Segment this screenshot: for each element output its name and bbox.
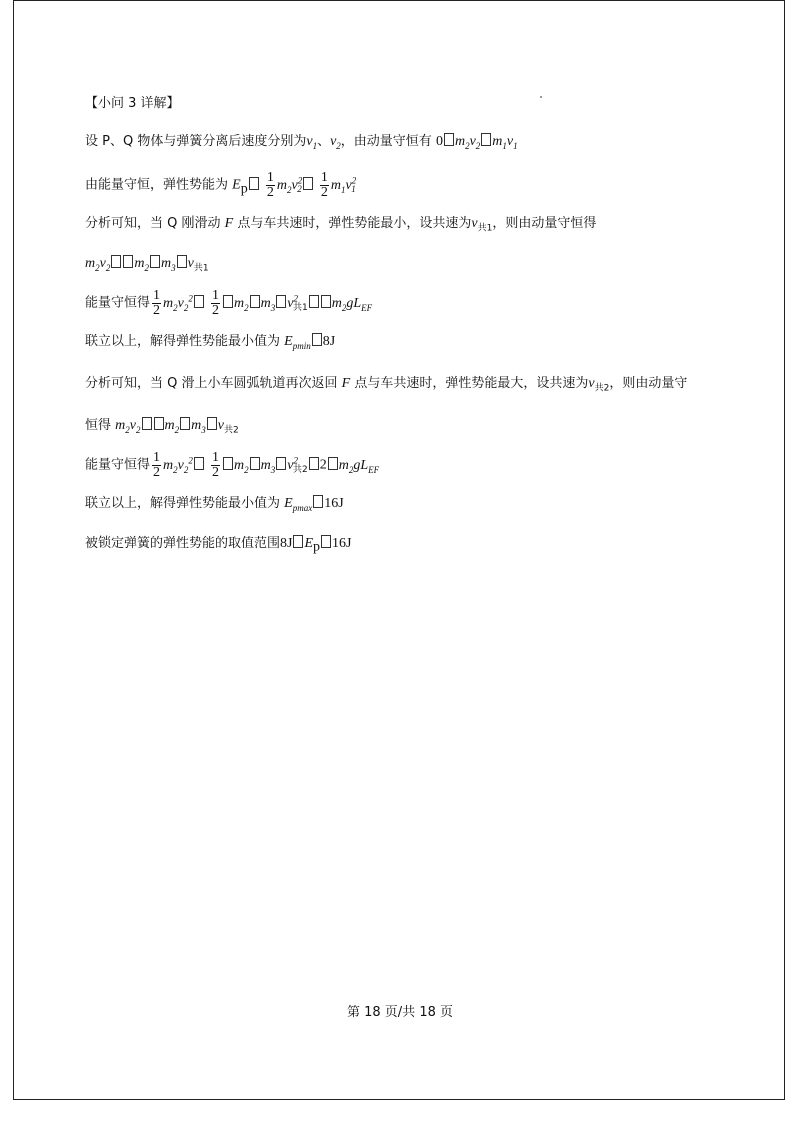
line-momentum: 设 P、Q 物体与弹簧分离后速度分别为$v_1$、$v_2$，由动量守恒有 0 $m_2v_2$ $m_1v_1$	[85, 134, 518, 151]
line-momentum-min: $m_2v_2$ $m_2$ $m_3$ $v_{共1}$	[85, 256, 209, 274]
line-range: 被锁定弹簧的弹性势能的取值范围8J $E_p$ 16J	[85, 536, 352, 555]
page-number: 第 18 页/共 18 页	[347, 1005, 453, 1020]
line-energy-min: 能量守恒得 $\frac{1}{2}$ $m_2v_2^2$ $\frac{1}{2}$ $m_2$ $m_3$ $v^2_{共1}$ $m_2gL_{EF}$	[85, 287, 373, 318]
line-result-min: 联立以上，解得弹性势能最小值为 $E_{pmin}$ 8J	[85, 334, 336, 351]
line-analysis-min: 分析可知，当 Q 刚滑动 F 点与车共速时，弹性势能最小，设共速为$v_{共1}$，则由动量守恒得	[85, 216, 597, 234]
line-momentum-max: 恒得 $m_2v_2$ $m_2$ $m_3$ $v_{共2}$	[85, 418, 239, 436]
line-energy: 由能量守恒，弹性势能为 $E_p$ $\frac{1}{2}$ $m_2v^2_2$ $\frac{1}{2}$ $m_1v^2_1$	[85, 169, 357, 200]
line-result-max: 联立以上，解得弹性势能最小值为 $E_{pmax}$ 16J	[85, 496, 344, 513]
line-energy-max: 能量守恒得 $\frac{1}{2}$ $m_2v_2^2$ $\frac{1}{2}$ $m_2$ $m_3$ $v^2_{共2}$ 2 $m_2gL_{EF}$	[85, 449, 380, 480]
line-analysis-max: 分析可知，当 Q 滑上小车圆弧轨道再次返回 F 点与车共速时，弹性势能最大，设共速为$v_{共2}$，则由动量守	[85, 376, 688, 394]
section-heading: 【小问 3 详解】	[85, 96, 180, 111]
stray-dot	[540, 96, 542, 98]
